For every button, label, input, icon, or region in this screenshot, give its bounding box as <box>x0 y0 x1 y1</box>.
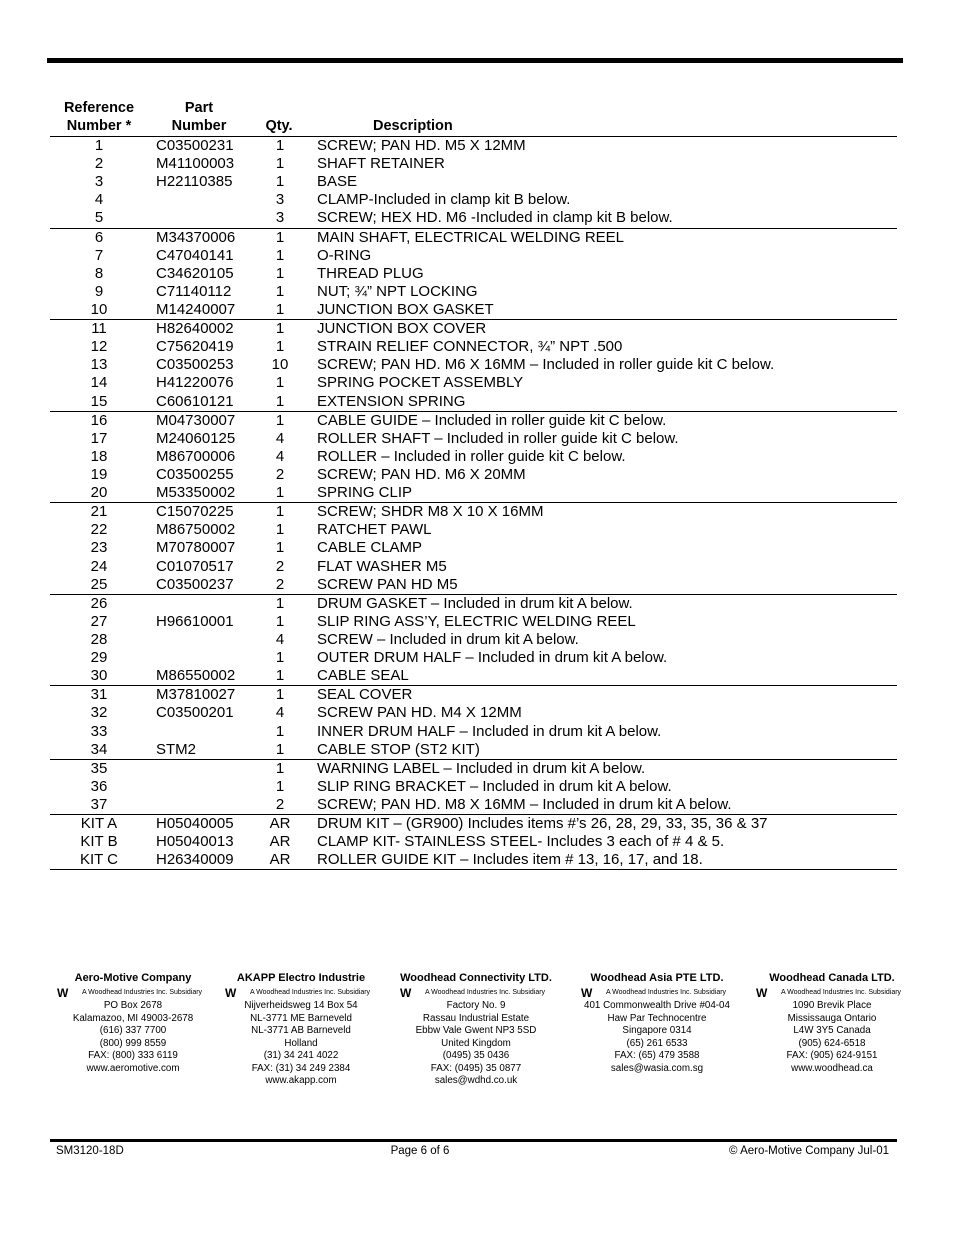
address-column <box>567 971 747 1075</box>
part-number-cell: M37810027 <box>156 686 236 704</box>
reference-cell: 12 <box>90 338 108 356</box>
table-row <box>50 393 897 411</box>
address-column <box>742 971 922 1075</box>
table-row <box>50 778 897 796</box>
description-cell: NUT; ¾” NPT LOCKING <box>317 282 478 300</box>
address-line: Haw Par Technocentre <box>607 1012 707 1024</box>
qty-cell: 1 <box>275 539 285 557</box>
qty-cell: AR <box>269 851 291 869</box>
reference-cell: 5 <box>94 209 104 227</box>
address-line: FAX: (905) 624-9151 <box>786 1050 878 1061</box>
description-cell: MAIN SHAFT, ELECTRICAL WELDING REEL <box>317 228 625 246</box>
table-row <box>50 137 897 155</box>
description-cell: CABLE SEAL <box>317 667 409 685</box>
qty-cell: 2 <box>275 465 285 483</box>
address-line: Factory No. 9 <box>446 1000 506 1011</box>
description-cell: SEAL COVER <box>317 686 413 704</box>
description-cell: O-RING <box>317 246 372 264</box>
part-number-cell: H82640002 <box>156 320 234 338</box>
reference-cell: 35 <box>90 759 108 777</box>
table-row <box>50 484 897 502</box>
description-cell: SLIP RING ASS’Y, ELECTRIC WELDING REEL <box>317 612 636 630</box>
table-row <box>50 448 897 466</box>
description-cell: CABLE STOP (ST2 KIT) <box>317 740 480 758</box>
company-name: Aero-Motive Company <box>74 972 192 984</box>
reference-cell: 11 <box>91 320 107 338</box>
qty-cell: 1 <box>275 300 285 318</box>
part-number-cell: H05040013 <box>156 833 234 851</box>
part-number-cell: M24060125 <box>156 429 236 447</box>
reference-cell: 34 <box>90 740 108 758</box>
reference-cell: 29 <box>90 649 108 667</box>
qty-cell: 1 <box>275 374 285 392</box>
header-qty: Qty. <box>265 118 293 134</box>
table-row <box>50 301 897 319</box>
description-cell: ROLLER SHAFT – Included in roller guide kit C below. <box>317 429 679 447</box>
page-number: Page 6 of 6 <box>390 1145 450 1157</box>
address-line: NL-3771 ME Barneveld <box>250 1012 352 1024</box>
part-number-cell: H05040005 <box>156 815 234 833</box>
address-line: Mississauga Ontario <box>787 1012 877 1024</box>
qty-cell: 1 <box>275 264 285 282</box>
copyright: © Aero-Motive Company Jul-01 <box>729 1145 889 1157</box>
qty-cell: 4 <box>275 429 285 447</box>
address-column <box>43 971 223 1075</box>
part-number-cell: C75620419 <box>156 338 234 356</box>
qty-cell: 4 <box>275 630 285 648</box>
top-rule <box>47 58 903 63</box>
reference-cell: 36 <box>90 777 108 795</box>
qty-cell: 3 <box>275 209 285 227</box>
reference-cell: KIT C <box>79 851 119 869</box>
table-row <box>50 338 897 356</box>
reference-cell: KIT B <box>80 833 118 851</box>
description-cell: JUNCTION BOX COVER <box>317 320 487 338</box>
reference-cell: 23 <box>90 539 108 557</box>
reference-cell: 3 <box>94 173 104 191</box>
description-cell: WARNING LABEL – Included in drum kit A below. <box>317 759 646 777</box>
part-number-cell: M86550002 <box>156 667 236 685</box>
qty-cell: 2 <box>275 557 285 575</box>
description-cell: SCREW; PAN HD. M5 X 12MM <box>317 137 526 154</box>
reference-cell: 21 <box>90 503 108 521</box>
table-end-rule <box>50 869 897 870</box>
reference-cell: 37 <box>90 795 108 813</box>
description-cell: SCREW; PAN HD. M6 X 20MM <box>317 465 526 483</box>
table-row <box>50 412 897 430</box>
part-number-cell: C15070225 <box>156 503 234 521</box>
address-line: PO Box 2678 <box>103 1000 163 1011</box>
table-row <box>50 851 897 869</box>
table-row <box>50 649 897 667</box>
table-row <box>50 320 897 338</box>
qty-cell: 1 <box>275 228 285 246</box>
address-line: (800) 999 8559 <box>99 1037 167 1049</box>
table-row <box>50 521 897 539</box>
qty-cell: 1 <box>275 282 285 300</box>
address-line: 1090 Brevik Place <box>792 1000 872 1011</box>
reference-cell: 18 <box>90 447 108 465</box>
description-cell: SCREW; PAN HD. M8 X 16MM – Included in drum kit A below. <box>317 795 732 813</box>
company-name: Woodhead Canada LTD. <box>769 972 895 984</box>
table-group <box>50 594 897 686</box>
reference-cell: 31 <box>90 686 108 704</box>
part-number-cell: STM2 <box>156 740 197 758</box>
table-row <box>50 704 897 722</box>
table-group <box>50 319 897 411</box>
table-row <box>50 667 897 685</box>
subsidiary-text: A Woodhead Industries Inc. Subsidiary <box>424 989 546 996</box>
part-number-cell: M41100003 <box>156 155 235 173</box>
reference-cell: 13 <box>90 356 108 374</box>
reference-cell: 33 <box>90 722 108 740</box>
description-cell: DRUM GASKET – Included in drum kit A below. <box>317 594 633 612</box>
reference-cell: 4 <box>94 191 104 209</box>
address-line: www.akapp.com <box>265 1075 337 1086</box>
reference-cell: 8 <box>94 264 104 282</box>
description-cell: ROLLER GUIDE KIT – Includes item # 13, 16, 17, and 18. <box>317 851 703 869</box>
table-row <box>50 247 897 265</box>
qty-cell: 1 <box>275 484 285 502</box>
subsidiary-text: A Woodhead Industries Inc. Subsidiary <box>249 989 371 996</box>
description-cell: DRUM KIT – (GR900) Includes items #’s 26, 28, 29, 33, 35, 36 & 37 <box>317 815 768 833</box>
subsidiary-line <box>386 986 566 1000</box>
woodhead-logo: W <box>400 986 412 1000</box>
description-cell: SLIP RING BRACKET – Included in drum kit A below. <box>317 777 672 795</box>
reference-cell: 20 <box>90 484 108 502</box>
qty-cell: 1 <box>275 649 285 667</box>
table-group <box>50 685 897 758</box>
part-number-cell: H22110385 <box>156 173 233 191</box>
qty-cell: 1 <box>275 686 285 704</box>
part-number-cell: C01070517 <box>156 557 234 575</box>
address-column <box>211 971 391 1088</box>
part-number-cell: M53350002 <box>156 484 236 502</box>
woodhead-logo: W <box>225 986 237 1000</box>
qty-cell: 1 <box>275 740 285 758</box>
part-number-cell: H41220076 <box>156 374 234 392</box>
woodhead-logo: W <box>756 986 768 1000</box>
address-line: sales@wdhd.co.uk <box>434 1075 518 1086</box>
table-group <box>50 411 897 503</box>
subsidiary-text: A Woodhead Industries Inc. Subsidiary <box>81 989 203 996</box>
header-ref-line1: Reference <box>63 100 135 116</box>
description-cell: CABLE CLAMP <box>317 539 423 557</box>
description-cell: ROLLER – Included in roller guide kit C below. <box>317 447 626 465</box>
table-group <box>50 814 897 869</box>
document-id: SM3120-18D <box>56 1145 124 1157</box>
subsidiary-text: A Woodhead Industries Inc. Subsidiary <box>780 989 902 996</box>
subsidiary-line <box>567 986 747 1000</box>
subsidiary-line <box>211 986 391 1000</box>
reference-cell: 15 <box>90 392 108 410</box>
description-cell: SCREW; HEX HD. M6 -Included in clamp kit B below. <box>317 209 673 227</box>
header-ref-line2: Number * <box>66 118 132 134</box>
qty-cell: 1 <box>275 667 285 685</box>
reference-cell: 14 <box>90 374 108 392</box>
reference-cell: 28 <box>90 630 108 648</box>
table-group <box>50 136 897 228</box>
table-row <box>50 833 897 851</box>
address-line: www.woodhead.ca <box>791 1062 873 1074</box>
address-line: Kalamazoo, MI 49003-2678 <box>72 1012 194 1024</box>
table-row <box>50 229 897 247</box>
part-number-cell: H26340009 <box>156 851 234 869</box>
subsidiary-line <box>43 986 223 1000</box>
table-row <box>50 356 897 374</box>
reference-cell: 19 <box>90 465 108 483</box>
reference-cell: 1 <box>94 137 104 154</box>
table-group <box>50 502 897 594</box>
subsidiary-text: A Woodhead Industries Inc. Subsidiary <box>605 989 727 996</box>
table-row <box>50 595 897 613</box>
qty-cell: 2 <box>275 795 285 813</box>
address-line: (616) 337 7700 <box>99 1025 167 1036</box>
table-row <box>50 374 897 392</box>
woodhead-logo: W <box>581 986 593 1000</box>
reference-cell: 2 <box>94 155 104 173</box>
address-line: www.aeromotive.com <box>86 1062 180 1074</box>
qty-cell: 1 <box>275 411 285 429</box>
table-row <box>50 723 897 741</box>
qty-cell: 1 <box>275 722 285 740</box>
header-description: Description <box>373 118 453 134</box>
description-cell: SCREW; PAN HD. M6 X 16MM – Included in roller guide kit C below. <box>317 356 775 374</box>
woodhead-logo: W <box>57 986 69 1000</box>
description-cell: SHAFT RETAINER <box>317 155 445 173</box>
qty-cell: 1 <box>275 155 285 173</box>
reference-cell: 25 <box>90 575 108 593</box>
description-cell: SPRING CLIP <box>317 484 413 502</box>
qty-cell: 1 <box>275 612 285 630</box>
parts-table <box>50 136 897 870</box>
bottom-rule <box>50 1139 897 1142</box>
description-cell: FLAT WASHER M5 <box>317 557 447 575</box>
reference-cell: 30 <box>90 667 108 685</box>
qty-cell: 1 <box>275 759 285 777</box>
header-part-number <box>152 99 246 135</box>
address-line: Rassau Industrial Estate <box>422 1012 530 1024</box>
table-row <box>50 631 897 649</box>
table-group <box>50 759 897 814</box>
reference-cell: 17 <box>90 429 108 447</box>
qty-cell: 1 <box>275 777 285 795</box>
table-row <box>50 686 897 704</box>
address-line: sales@wasia.com.sg <box>610 1062 704 1074</box>
address-line: FAX: (31) 34 249 2384 <box>251 1062 351 1074</box>
table-row <box>50 539 897 557</box>
reference-cell: 7 <box>94 246 104 264</box>
address-line: (31) 34 241 4022 <box>263 1050 339 1061</box>
subsidiary-line <box>742 986 922 1000</box>
company-name: Woodhead Connectivity LTD. <box>400 972 552 984</box>
qty-cell: 10 <box>271 356 289 374</box>
address-line: Singapore 0314 <box>622 1025 692 1036</box>
table-row <box>50 430 897 448</box>
part-number-cell: H96610001 <box>156 612 234 630</box>
part-number-cell: C47040141 <box>156 246 234 264</box>
qty-cell: 2 <box>275 575 285 593</box>
qty-cell: 1 <box>275 503 285 521</box>
qty-cell: 1 <box>275 137 285 154</box>
company-name: Woodhead Asia PTE LTD. <box>590 972 724 984</box>
qty-cell: 1 <box>275 594 285 612</box>
address-line: (65) 261 6533 <box>626 1037 688 1049</box>
header-part-line1: Part <box>184 100 214 116</box>
part-number-cell: C71140112 <box>156 282 232 300</box>
header-reference-number <box>50 99 148 135</box>
address-line: FAX: (65) 479 3588 <box>614 1050 700 1061</box>
description-cell: SCREW PAN HD M5 <box>317 575 458 593</box>
address-line: FAX: (0495) 35 0877 <box>430 1062 522 1074</box>
description-cell: CABLE GUIDE – Included in roller guide kit C below. <box>317 411 667 429</box>
reference-cell: 16 <box>90 411 108 429</box>
table-row <box>50 191 897 209</box>
description-cell: CLAMP KIT- STAINLESS STEEL- Includes 3 each of # 4 & 5. <box>317 833 725 851</box>
table-row <box>50 815 897 833</box>
part-number-cell: M86750002 <box>156 521 236 539</box>
part-number-cell: M14240007 <box>156 300 236 318</box>
part-number-cell: M86700006 <box>156 447 236 465</box>
table-row <box>50 466 897 484</box>
table-row <box>50 209 897 227</box>
table-row <box>50 173 897 191</box>
reference-cell: 6 <box>94 228 104 246</box>
table-row <box>50 796 897 814</box>
description-cell: OUTER DRUM HALF – Included in drum kit A below. <box>317 649 668 667</box>
part-number-cell: C60610121 <box>156 392 234 410</box>
header-part-line2: Number <box>171 118 227 134</box>
description-cell: CLAMP-Included in clamp kit B below. <box>317 191 571 209</box>
reference-cell: KIT A <box>80 815 118 833</box>
part-number-cell: C03500201 <box>156 704 234 722</box>
table-row <box>50 558 897 576</box>
table-row <box>50 265 897 283</box>
part-number-cell: C03500237 <box>156 575 234 593</box>
qty-cell: 4 <box>275 704 285 722</box>
address-line: 401 Commonwealth Drive #04-04 <box>584 1000 730 1011</box>
part-number-cell: C34620105 <box>156 264 234 282</box>
table-row <box>50 613 897 631</box>
part-number-cell: M70780007 <box>156 539 236 557</box>
description-cell: BASE <box>317 173 358 191</box>
reference-cell: 10 <box>90 300 108 318</box>
qty-cell: 1 <box>275 246 285 264</box>
description-cell: THREAD PLUG <box>317 264 424 282</box>
address-line: Ebbw Vale Gwent NP3 5SD <box>415 1025 537 1036</box>
reference-cell: 32 <box>90 704 108 722</box>
address-line: United Kingdom <box>441 1037 511 1049</box>
address-line: L4W 3Y5 Canada <box>793 1025 871 1036</box>
description-cell: SCREW – Included in drum kit A below. <box>317 630 579 648</box>
description-cell: SCREW; SHDR M8 X 10 X 16MM <box>317 503 544 521</box>
part-number-cell: C03500253 <box>156 356 234 374</box>
table-row <box>50 283 897 301</box>
qty-cell: 1 <box>275 521 285 539</box>
qty-cell: 4 <box>275 447 285 465</box>
description-cell: JUNCTION BOX GASKET <box>317 300 494 318</box>
table-row <box>50 155 897 173</box>
table-row <box>50 503 897 521</box>
table-row <box>50 760 897 778</box>
reference-cell: 9 <box>94 282 104 300</box>
description-cell: SPRING POCKET ASSEMBLY <box>317 374 524 392</box>
reference-cell: 26 <box>90 594 108 612</box>
qty-cell: AR <box>269 833 291 851</box>
part-number-cell: C03500231 <box>156 137 234 154</box>
reference-cell: 27 <box>90 612 108 630</box>
description-cell: RATCHET PAWL <box>317 521 432 539</box>
description-cell: STRAIN RELIEF CONNECTOR, ¾” NPT .500 <box>317 338 623 356</box>
address-line: Nijverheidsweg 14 Box 54 <box>244 1000 358 1011</box>
description-cell: SCREW PAN HD. M4 X 12MM <box>317 704 522 722</box>
qty-cell: 1 <box>275 338 285 356</box>
reference-cell: 22 <box>90 521 108 539</box>
address-line: NL-3771 AB Barneveld <box>251 1025 351 1036</box>
description-cell: EXTENSION SPRING <box>317 392 466 410</box>
qty-cell: 1 <box>275 392 285 410</box>
part-number-cell: M04730007 <box>156 411 236 429</box>
address-line: FAX: (800) 333 6119 <box>88 1050 178 1061</box>
address-line: (905) 624-6518 <box>798 1037 866 1049</box>
address-line: (0495) 35 0436 <box>442 1050 510 1061</box>
part-number-cell: C03500255 <box>156 465 234 483</box>
part-number-cell: M34370006 <box>156 228 236 246</box>
qty-cell: AR <box>269 815 291 833</box>
reference-cell: 24 <box>90 557 108 575</box>
table-group <box>50 228 897 320</box>
table-row <box>50 576 897 594</box>
company-name: AKAPP Electro Industrie <box>236 972 366 984</box>
qty-cell: 1 <box>275 173 285 191</box>
address-column <box>386 971 566 1088</box>
qty-cell: 3 <box>275 191 285 209</box>
qty-cell: 1 <box>275 320 285 338</box>
address-line: Holland <box>284 1037 318 1049</box>
description-cell: INNER DRUM HALF – Included in drum kit A below. <box>317 722 662 740</box>
table-row <box>50 741 897 759</box>
